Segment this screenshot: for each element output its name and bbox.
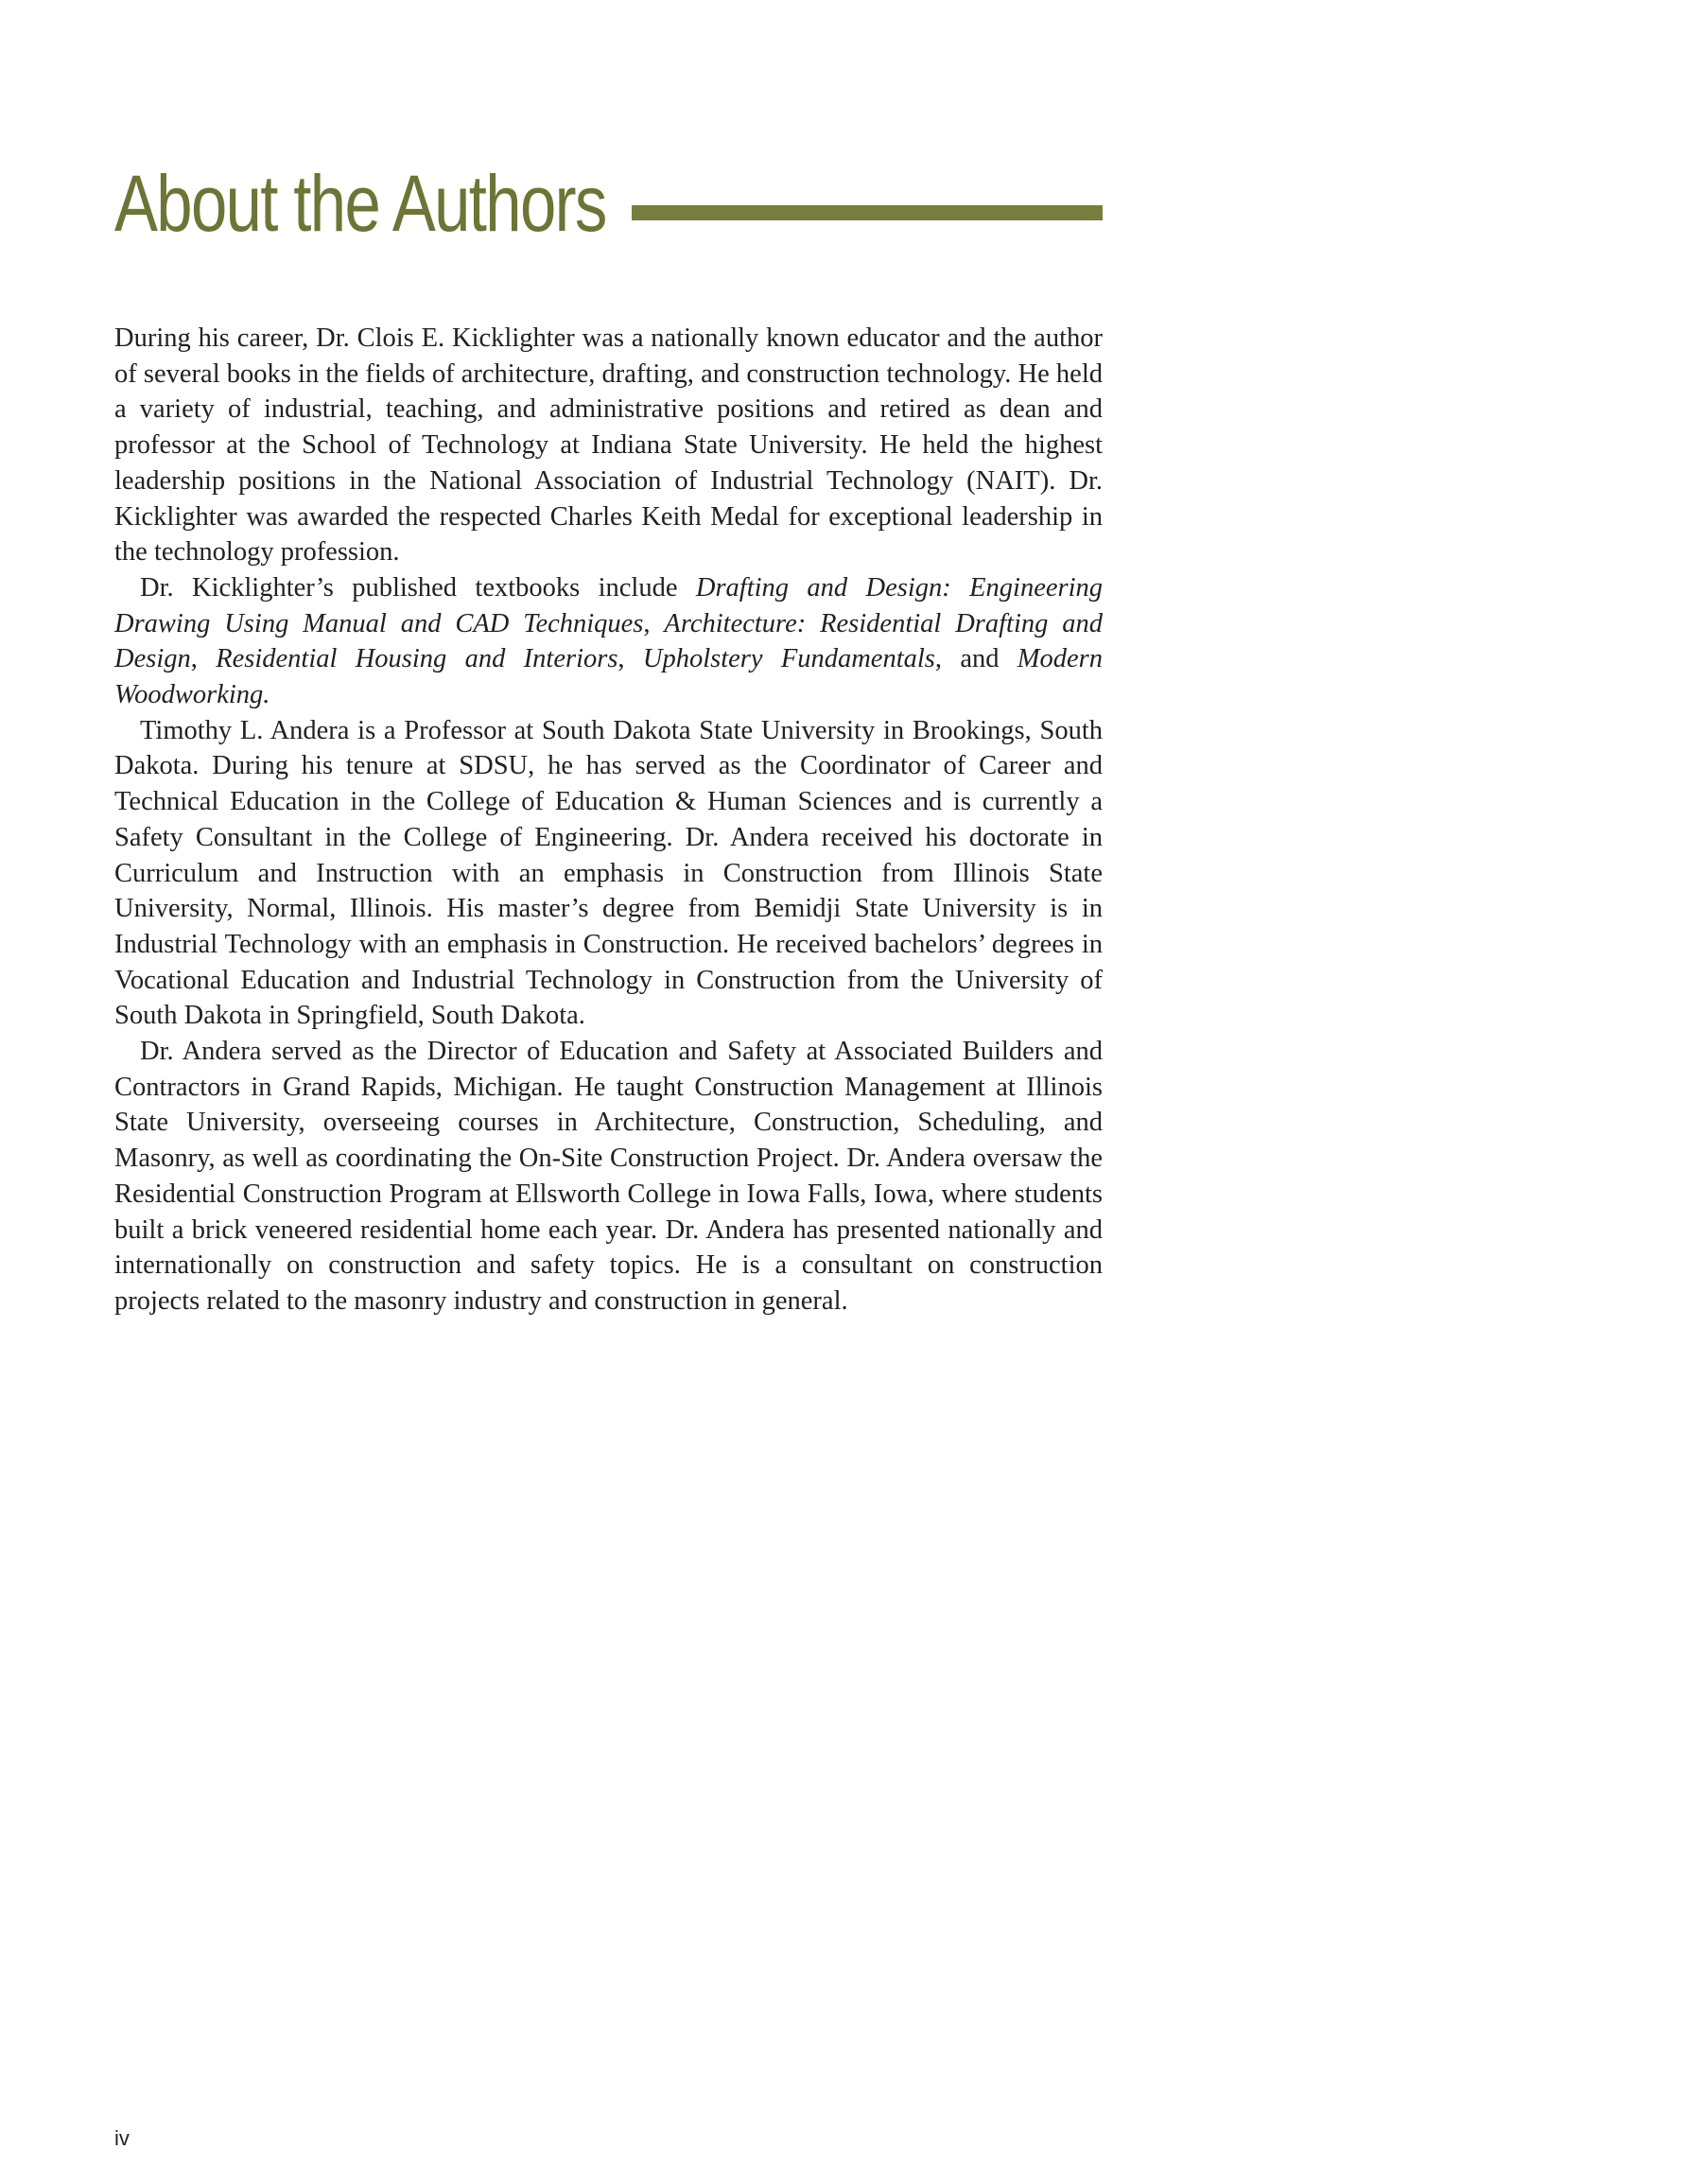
book-title: Modern Woodworking. — [114, 644, 1104, 710]
book-title: Architecture: Residential Drafting and Design — [114, 608, 1103, 674]
paragraph-kicklighter-textbooks — [114, 570, 1103, 713]
page-title: About the Authors — [114, 159, 606, 248]
paragraph-andera-bio: Timothy L. Andera is a Professor at South Dakota State University in Brookings, South Dakota. During his tenure at SDSU, he has served as the Coordinator of Career and Technical Education in the College of Education & Human Sciences and is currently a Safety Consultant in the College of Engineering. Dr. Andera received his doctorate in Curriculum and Instruction with an emphasis in Construction from Illinois State University, Normal, Illinois. His master’s degree from Bemidji State University is in Industrial Technology with an emphasis in Construction. He received bachelors’ degrees in Vocational Education and Industrial Technology in Construction from the University of South Dakota in Springfield, South Dakota. — [114, 715, 1103, 1031]
separator: , and — [934, 644, 1017, 674]
book-title: Drafting and Design: Engineering Drawing Using Manual and CAD Techniques — [114, 572, 1103, 638]
book-title: Residential Housing and Interiors — [216, 644, 618, 674]
paragraph-andera-career: Dr. Andera served as the Director of Education and Safety at Associated Builders and Contractors in Grand Rapids, Michigan. He taught Construction Management at Illinois State University, overseeing courses in Architecture, Construction, Scheduling, and Masonry, as well as coordinating the On-Site Construction Project. Dr. Andera oversaw the Residential Construction Program at Ellsworth College in Iowa Falls, Iowa, where students built a brick veneered residential home each year. Dr. Andera has presented nationally and internationally on construction and safety topics. He is a consultant on construction projects related to the masonry industry and construction in general. — [114, 1037, 1103, 1316]
separator: , — [617, 644, 643, 674]
separator: , — [643, 608, 665, 638]
heading-rule — [632, 205, 1103, 220]
heading-row — [114, 151, 1103, 255]
separator: , — [190, 644, 217, 674]
page-number: iv — [114, 2126, 130, 2150]
paragraph-kicklighter-bio: During his career, Dr. Clois E. Kicklighter was a nationally known educator and the author of several books in the fields of architecture, drafting, and construction technology. He held a variety of industrial, teaching, and administrative positions and retired as dean and professor at the School of Technology at Indiana State University. He held the highest leadership positions in the National Association of Industrial Technology (NAIT). Dr. Kicklighter was awarded the respected Charles Keith Medal for exceptional leadership in the technology profession. — [114, 323, 1103, 568]
book-title: Upholstery Fundamentals — [642, 644, 935, 674]
body-text — [114, 321, 1103, 1319]
textbooks-intro: Dr. Kicklighter’s published textbooks include — [140, 572, 696, 603]
